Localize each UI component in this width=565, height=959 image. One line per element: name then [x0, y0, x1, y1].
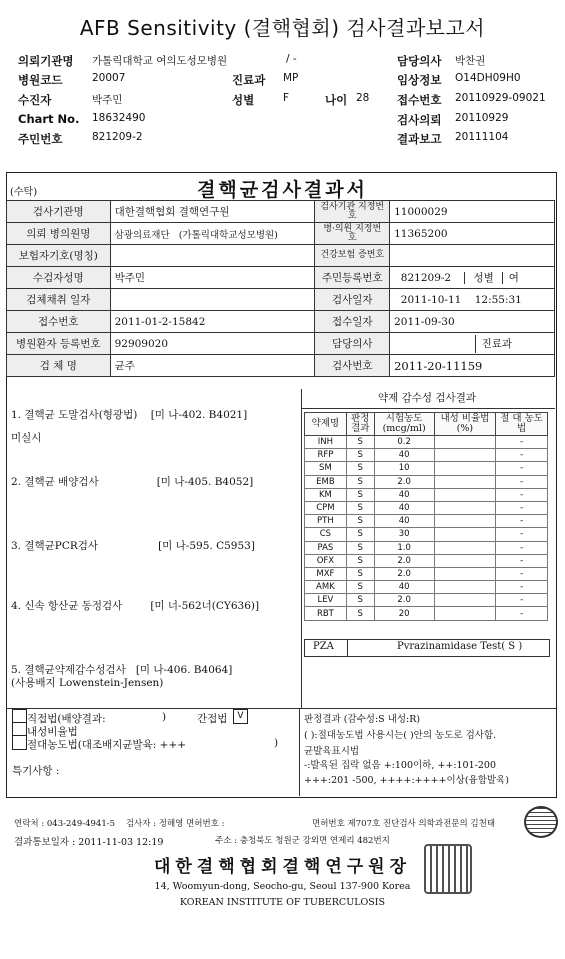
header-label: 검사의뢰	[397, 113, 442, 127]
header-label: 담당의사	[397, 54, 442, 68]
rrn-label: 주민등록번호	[315, 267, 390, 289]
header-label: 의뢰기관명	[18, 54, 74, 68]
sus-cell: OFX	[305, 554, 347, 567]
organization-en: KOREAN INSTITUTE OF TUBERCULOSIS	[179, 897, 386, 908]
header-label: 병원코드	[18, 73, 63, 87]
sus-cell: S	[346, 488, 374, 501]
req-code-label: 병·의원 지정번호	[315, 223, 390, 245]
sus-cell: -	[496, 607, 548, 620]
header-value: 20110929	[455, 112, 509, 124]
criteria-line-3: 균발육표시법	[304, 746, 360, 757]
doctor-seal-stamp	[524, 806, 558, 838]
receipt-no-label: 접수번호	[7, 311, 111, 333]
sus-cell: -	[496, 515, 548, 528]
inst-code-value: 11000029	[390, 201, 555, 223]
address-en: 14, Woomyun-dong, Seocho-gu, Seoul 137-900 Korea	[154, 881, 411, 892]
sus-row	[305, 581, 548, 594]
specimen-value: 균주	[110, 355, 315, 377]
sus-row	[305, 501, 548, 514]
header-label: 주민번호	[18, 132, 63, 146]
indirect-method-label: 간접법	[197, 713, 228, 725]
insurer-value	[110, 245, 315, 267]
sus-header: 판정 결과	[346, 413, 374, 436]
header-value: 가톨릭대학교 여의도성모병원	[92, 55, 228, 67]
sus-row	[305, 567, 548, 580]
direct-method-end: )	[162, 711, 167, 723]
report-title: 결핵균검사결과서	[197, 179, 368, 201]
sus-cell: -	[496, 528, 548, 541]
reg-no-value: 92909020	[110, 333, 315, 355]
sus-cell: AMK	[305, 581, 347, 594]
header-label: Chart No.	[18, 112, 80, 126]
sus-cell: 40	[374, 501, 434, 514]
criteria-line-2: ( ):절대농도법 사용시는( )안의 농도로 검사함.	[304, 730, 497, 741]
header-value: / -	[286, 53, 297, 65]
sus-cell: S	[346, 594, 374, 607]
reg-no-label: 병원환자 등록번호	[7, 333, 111, 355]
sus-cell: 0.2	[374, 436, 434, 449]
sus-cell	[434, 594, 496, 607]
sus-cell	[434, 488, 496, 501]
header-value: O14DH09H0	[455, 72, 521, 84]
inst-code-label: 검사기관 지정번호	[315, 201, 390, 223]
pza-row	[304, 639, 550, 657]
sus-header: 약제명	[305, 413, 347, 436]
header-value: 20111104	[455, 131, 509, 143]
sus-cell: 2.0	[374, 554, 434, 567]
section-smear: 1. 결핵균 도말검사(형광법) [미 나-402. B4021]	[11, 409, 248, 421]
header-value: 20007	[92, 72, 126, 84]
sus-cell: 40	[374, 581, 434, 594]
direct-method-label: 직접법(배양결과:	[27, 713, 106, 725]
section-susceptibility: 5. 결핵균약제감수성검사 [미 나-406. B4064]	[11, 664, 233, 676]
sus-row	[305, 541, 548, 554]
header-value: 28	[356, 92, 370, 104]
sus-cell: -	[496, 581, 548, 594]
pza-value: Pvrazinamidase Test( S )	[397, 641, 523, 652]
header-value: MP	[283, 72, 299, 84]
test-no-value: 2011-20-11159	[390, 355, 555, 377]
header-value: 821209-2	[92, 131, 143, 143]
sus-cell: 2.0	[374, 475, 434, 488]
sus-cell	[434, 475, 496, 488]
pza-label: PZA	[313, 641, 334, 652]
criteria-line-5: +++:201 -500, ++++:++++이상(융합발육)	[304, 775, 509, 786]
insurance-cert-label: 건강보험 증번호	[315, 245, 390, 267]
sus-title-divider	[301, 408, 555, 409]
test-no-label: 검사번호	[315, 355, 390, 377]
test-date-value: 2011-10-11 12:55:31	[390, 289, 555, 311]
sus-cell	[434, 541, 496, 554]
sus-cell: CS	[305, 528, 347, 541]
sus-row	[305, 462, 548, 475]
patient-name-label: 수검자성명	[7, 267, 111, 289]
indirect-method-checkbox[interactable]: V	[233, 709, 248, 724]
sus-cell: PAS	[305, 541, 347, 554]
header-value: 박주민	[92, 94, 123, 106]
receipt-date-label: 접수일자	[315, 311, 390, 333]
header-label: 접수번호	[397, 93, 442, 107]
sus-row	[305, 594, 548, 607]
header-label: 성별	[232, 93, 255, 107]
header-label: 진료과	[232, 73, 266, 87]
sus-cell: 40	[374, 449, 434, 462]
sus-cell: -	[496, 475, 548, 488]
medium-note: (사용배지 Lowenstein-Jensen)	[11, 677, 164, 689]
collect-date-value	[110, 289, 315, 311]
inst-value: 대한결핵협회 결핵연구원	[110, 201, 315, 223]
sus-cell: -	[496, 488, 548, 501]
req-label: 의뢰 병의원명	[7, 223, 111, 245]
sus-cell: -	[496, 462, 548, 475]
receipt-no-value: 2011-01-2-15842	[110, 311, 315, 333]
section-pcr: 3. 결핵균PCR검사 [미 나-595. C5953]	[11, 540, 255, 552]
patient-name-value: 박주민	[110, 267, 315, 289]
sus-cell: 40	[374, 488, 434, 501]
test-date-label: 검사일자	[315, 289, 390, 311]
address-kr: 주소 : 충청북도 청원군 강외면 연제리 482번지	[215, 836, 390, 846]
sus-cell: -	[496, 567, 548, 580]
sus-cell: S	[346, 567, 374, 580]
sus-cell: S	[346, 501, 374, 514]
sus-header: 시험농도 (mcg/ml)	[374, 413, 434, 436]
insurance-cert-value	[390, 245, 555, 267]
sus-header: 절 대 농도법	[496, 413, 548, 436]
sus-cell: KM	[305, 488, 347, 501]
sus-header: 내성 비율법(%)	[434, 413, 496, 436]
report-date: 결과통보일자 : 2011-11-03 12:19	[14, 837, 164, 848]
sus-cell: 1.0	[374, 541, 434, 554]
sus-cell: CPM	[305, 501, 347, 514]
sus-cell: 30	[374, 528, 434, 541]
special-notes-label: 특기사항 :	[12, 765, 60, 777]
sus-cell: -	[496, 594, 548, 607]
resistance-ratio-label: 내성비율법	[27, 726, 78, 738]
sus-cell: 2.0	[374, 567, 434, 580]
sus-cell: S	[346, 607, 374, 620]
header-label: 나이	[325, 93, 348, 107]
sus-cell: S	[346, 436, 374, 449]
column-divider	[301, 389, 302, 709]
doctor-label: 담당의사	[315, 333, 390, 355]
absolute-conc-checkbox[interactable]	[12, 735, 27, 750]
sus-cell: S	[346, 528, 374, 541]
sus-cell: 2.0	[374, 594, 434, 607]
page-title: AFB Sensitivity (결핵협회) 검사결과보고서	[79, 16, 486, 40]
sus-cell: LEV	[305, 594, 347, 607]
sus-cell	[434, 501, 496, 514]
sus-cell: -	[496, 436, 548, 449]
sus-cell: S	[346, 581, 374, 594]
contact-info: 연락처 : 043-249-4941-5 검사자 : 정해영 면허번호 :	[14, 819, 225, 829]
criteria-line-1: 판정결과 (감수성:S 내성:R)	[304, 714, 421, 725]
sus-cell: S	[346, 449, 374, 462]
header-label: 수진자	[18, 93, 52, 107]
receipt-date-value: 2011-09-30	[390, 311, 555, 333]
sus-cell: RBT	[305, 607, 347, 620]
sus-cell: PTH	[305, 515, 347, 528]
header-value: 18632490	[92, 112, 146, 124]
report-header-table	[6, 200, 555, 377]
sus-cell: INH	[305, 436, 347, 449]
smear-result: 미실시	[11, 432, 42, 444]
req-code-value: 11365200	[390, 223, 555, 245]
sus-row	[305, 528, 548, 541]
dept-cell: 진료과	[390, 333, 555, 355]
sus-cell: S	[346, 462, 374, 475]
sus-cell	[434, 567, 496, 580]
license-info: 면허번호 제707호 진단검사 의학과전문의 김천태	[312, 819, 496, 829]
receipt-label: (수탁)	[10, 187, 38, 198]
header-value: 박찬권	[455, 55, 486, 67]
header-label: 임상정보	[397, 73, 442, 87]
sus-cell	[434, 515, 496, 528]
insurer-label: 보험자기호(명칭)	[7, 245, 111, 267]
sus-row	[305, 436, 548, 449]
sus-row	[305, 515, 548, 528]
collect-date-label: 검체채취 일자	[7, 289, 111, 311]
sus-cell	[434, 581, 496, 594]
sus-cell: -	[496, 501, 548, 514]
sus-cell	[434, 528, 496, 541]
sus-cell: -	[496, 449, 548, 462]
inst-label: 검사기관명	[7, 201, 111, 223]
sus-cell: -	[496, 554, 548, 567]
susceptibility-table	[304, 412, 548, 621]
header-value: 20110929-09021	[455, 92, 546, 104]
sus-cell: 20	[374, 607, 434, 620]
sus-cell: S	[346, 475, 374, 488]
sus-row	[305, 607, 548, 620]
header-value: F	[283, 92, 290, 104]
header-label: 결과보고	[397, 132, 442, 146]
sus-cell: 40	[374, 515, 434, 528]
criteria-divider	[299, 708, 300, 796]
sus-cell	[434, 607, 496, 620]
sus-cell	[434, 449, 496, 462]
sus-cell	[434, 462, 496, 475]
sus-cell: S	[346, 515, 374, 528]
req-value: 삼광의료재단 (가톨릭대학교성모병원)	[110, 223, 315, 245]
sus-cell: -	[496, 541, 548, 554]
sus-cell: SM	[305, 462, 347, 475]
section-divider	[6, 708, 556, 709]
sus-cell: S	[346, 554, 374, 567]
sus-cell	[434, 436, 496, 449]
sus-row	[305, 449, 548, 462]
institute-seal-stamp	[424, 844, 472, 894]
sus-cell: EMB	[305, 475, 347, 488]
sus-cell: MXF	[305, 567, 347, 580]
absolute-conc-label: 절대농도법(대조배지균발육: +++	[27, 739, 187, 751]
criteria-line-4: -:발육된 집락 없음 +:100이하, ++:101-200	[304, 760, 496, 771]
absolute-conc-end: )	[274, 737, 279, 749]
sus-cell: 10	[374, 462, 434, 475]
susceptibility-title: 약제 감수성 검사결과	[378, 392, 476, 404]
section-identification: 4. 신속 항산균 동정검사 [미 너-562너(CY636)]	[11, 600, 260, 612]
sus-row	[305, 475, 548, 488]
sus-cell: S	[346, 541, 374, 554]
specimen-label: 검 체 명	[7, 355, 111, 377]
sus-cell: RFP	[305, 449, 347, 462]
sus-cell	[434, 554, 496, 567]
organization-name: 대한결핵협회결핵연구원장	[153, 857, 412, 877]
rrn-sex-cell: 821209-2 성별 여	[390, 267, 555, 289]
section-culture: 2. 결핵균 배양검사 [미 나-405. B4052]	[11, 476, 254, 488]
sus-row	[305, 488, 548, 501]
sus-row	[305, 554, 548, 567]
